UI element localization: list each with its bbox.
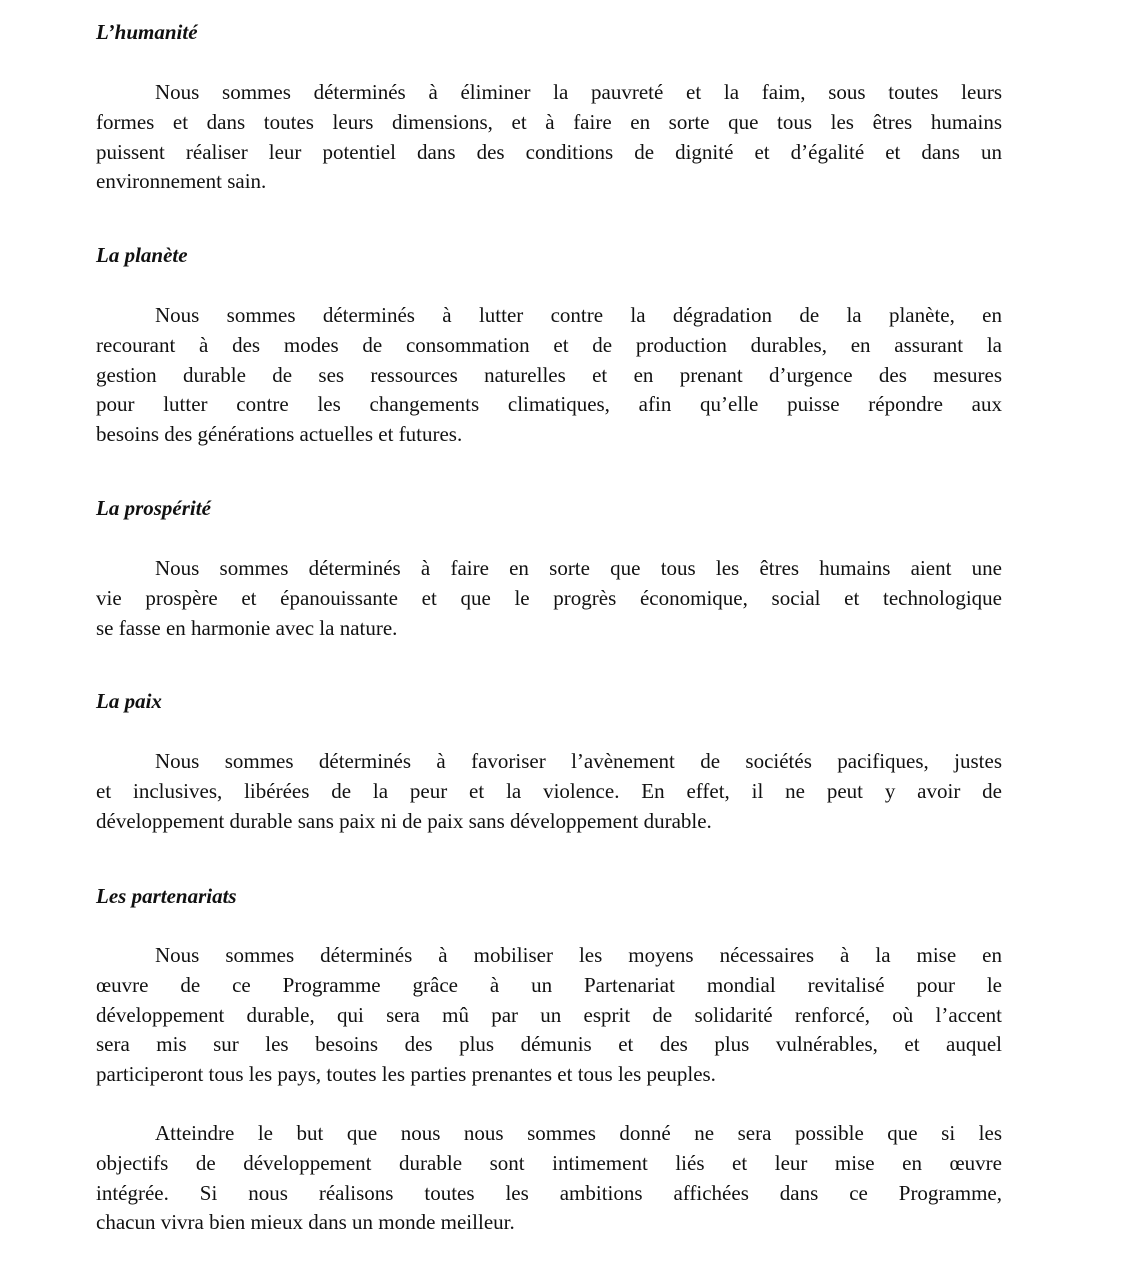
paragraph-line: développement durable, qui sera mû par un esprit de solidarité renforcé, où l’accent	[96, 1002, 1002, 1027]
paragraph-line: Nous sommes déterminés à mobiliser les moyens nécessaires à la mise en	[155, 943, 1002, 967]
section-paragraph	[96, 554, 1002, 643]
paragraph-line: Atteindre le but que nous nous sommes donné ne sera possible que si les	[155, 1121, 1002, 1145]
section-heading: Les partenariats	[96, 884, 237, 908]
section-paragraph	[96, 78, 1002, 197]
paragraph-line: Nous sommes déterminés à lutter contre la dégradation de la planète, en	[155, 303, 1002, 327]
paragraph-line: et inclusives, libérées de la peur et la violence. En effet, il ne peut y avoir de	[96, 778, 1002, 803]
section-paragraph	[96, 941, 1002, 1090]
paragraph-line: Nous sommes déterminés à éliminer la pauvreté et la faim, sous toutes leurs	[155, 80, 1002, 104]
paragraph-line: se fasse en harmonie avec la nature.	[96, 615, 398, 640]
section-paragraph	[96, 747, 1002, 836]
paragraph-line: environnement sain.	[96, 169, 267, 194]
paragraph-line: gestion durable de ses ressources naturelles et en prenant d’urgence des mesures	[96, 362, 1002, 387]
paragraph-line: Nous sommes déterminés à favoriser l’avènement de sociétés pacifiques, justes	[155, 749, 1002, 773]
paragraph-line: puissent réaliser leur potentiel dans des conditions de dignité et d’égalité et dans un	[96, 139, 1002, 164]
paragraph-line: objectifs de développement durable sont intimement liés et leur mise en œuvre	[96, 1150, 1002, 1175]
paragraph-line: chacun vivra bien mieux dans un monde meilleur.	[96, 1210, 515, 1235]
paragraph-line: vie prospère et épanouissante et que le progrès économique, social et technologique	[96, 585, 1002, 610]
paragraph-line: besoins des générations actuelles et futures.	[96, 422, 463, 447]
paragraph-line: Nous sommes déterminés à faire en sorte que tous les êtres humains aient une	[155, 556, 1002, 580]
section-paragraph	[96, 301, 1002, 450]
section-heading: La prospérité	[96, 496, 211, 520]
paragraph-line: formes et dans toutes leurs dimensions, et à faire en sorte que tous les êtres humains	[96, 109, 1002, 134]
paragraph-line: développement durable sans paix ni de paix sans développement durable.	[96, 808, 712, 833]
paragraph-line: participeront tous les pays, toutes les parties prenantes et tous les peuples.	[96, 1062, 716, 1087]
paragraph-line: œuvre de ce Programme grâce à un Partenariat mondial revitalisé pour le	[96, 972, 1002, 997]
closing-paragraph	[96, 1119, 1002, 1238]
paragraph-line: pour lutter contre les changements climatiques, afin qu’elle puisse répondre aux	[96, 392, 1002, 417]
paragraph-line: intégrée. Si nous réalisons toutes les ambitions affichées dans ce Programme,	[96, 1180, 1002, 1205]
paragraph-line: recourant à des modes de consommation et de production durables, en assurant la	[96, 332, 1002, 357]
section-heading: La planète	[96, 243, 188, 267]
paragraph-line: sera mis sur les besoins des plus démunis et des plus vulnérables, et auquel	[96, 1032, 1002, 1057]
section-heading: L’humanité	[96, 20, 198, 44]
section-heading: La paix	[96, 689, 162, 713]
